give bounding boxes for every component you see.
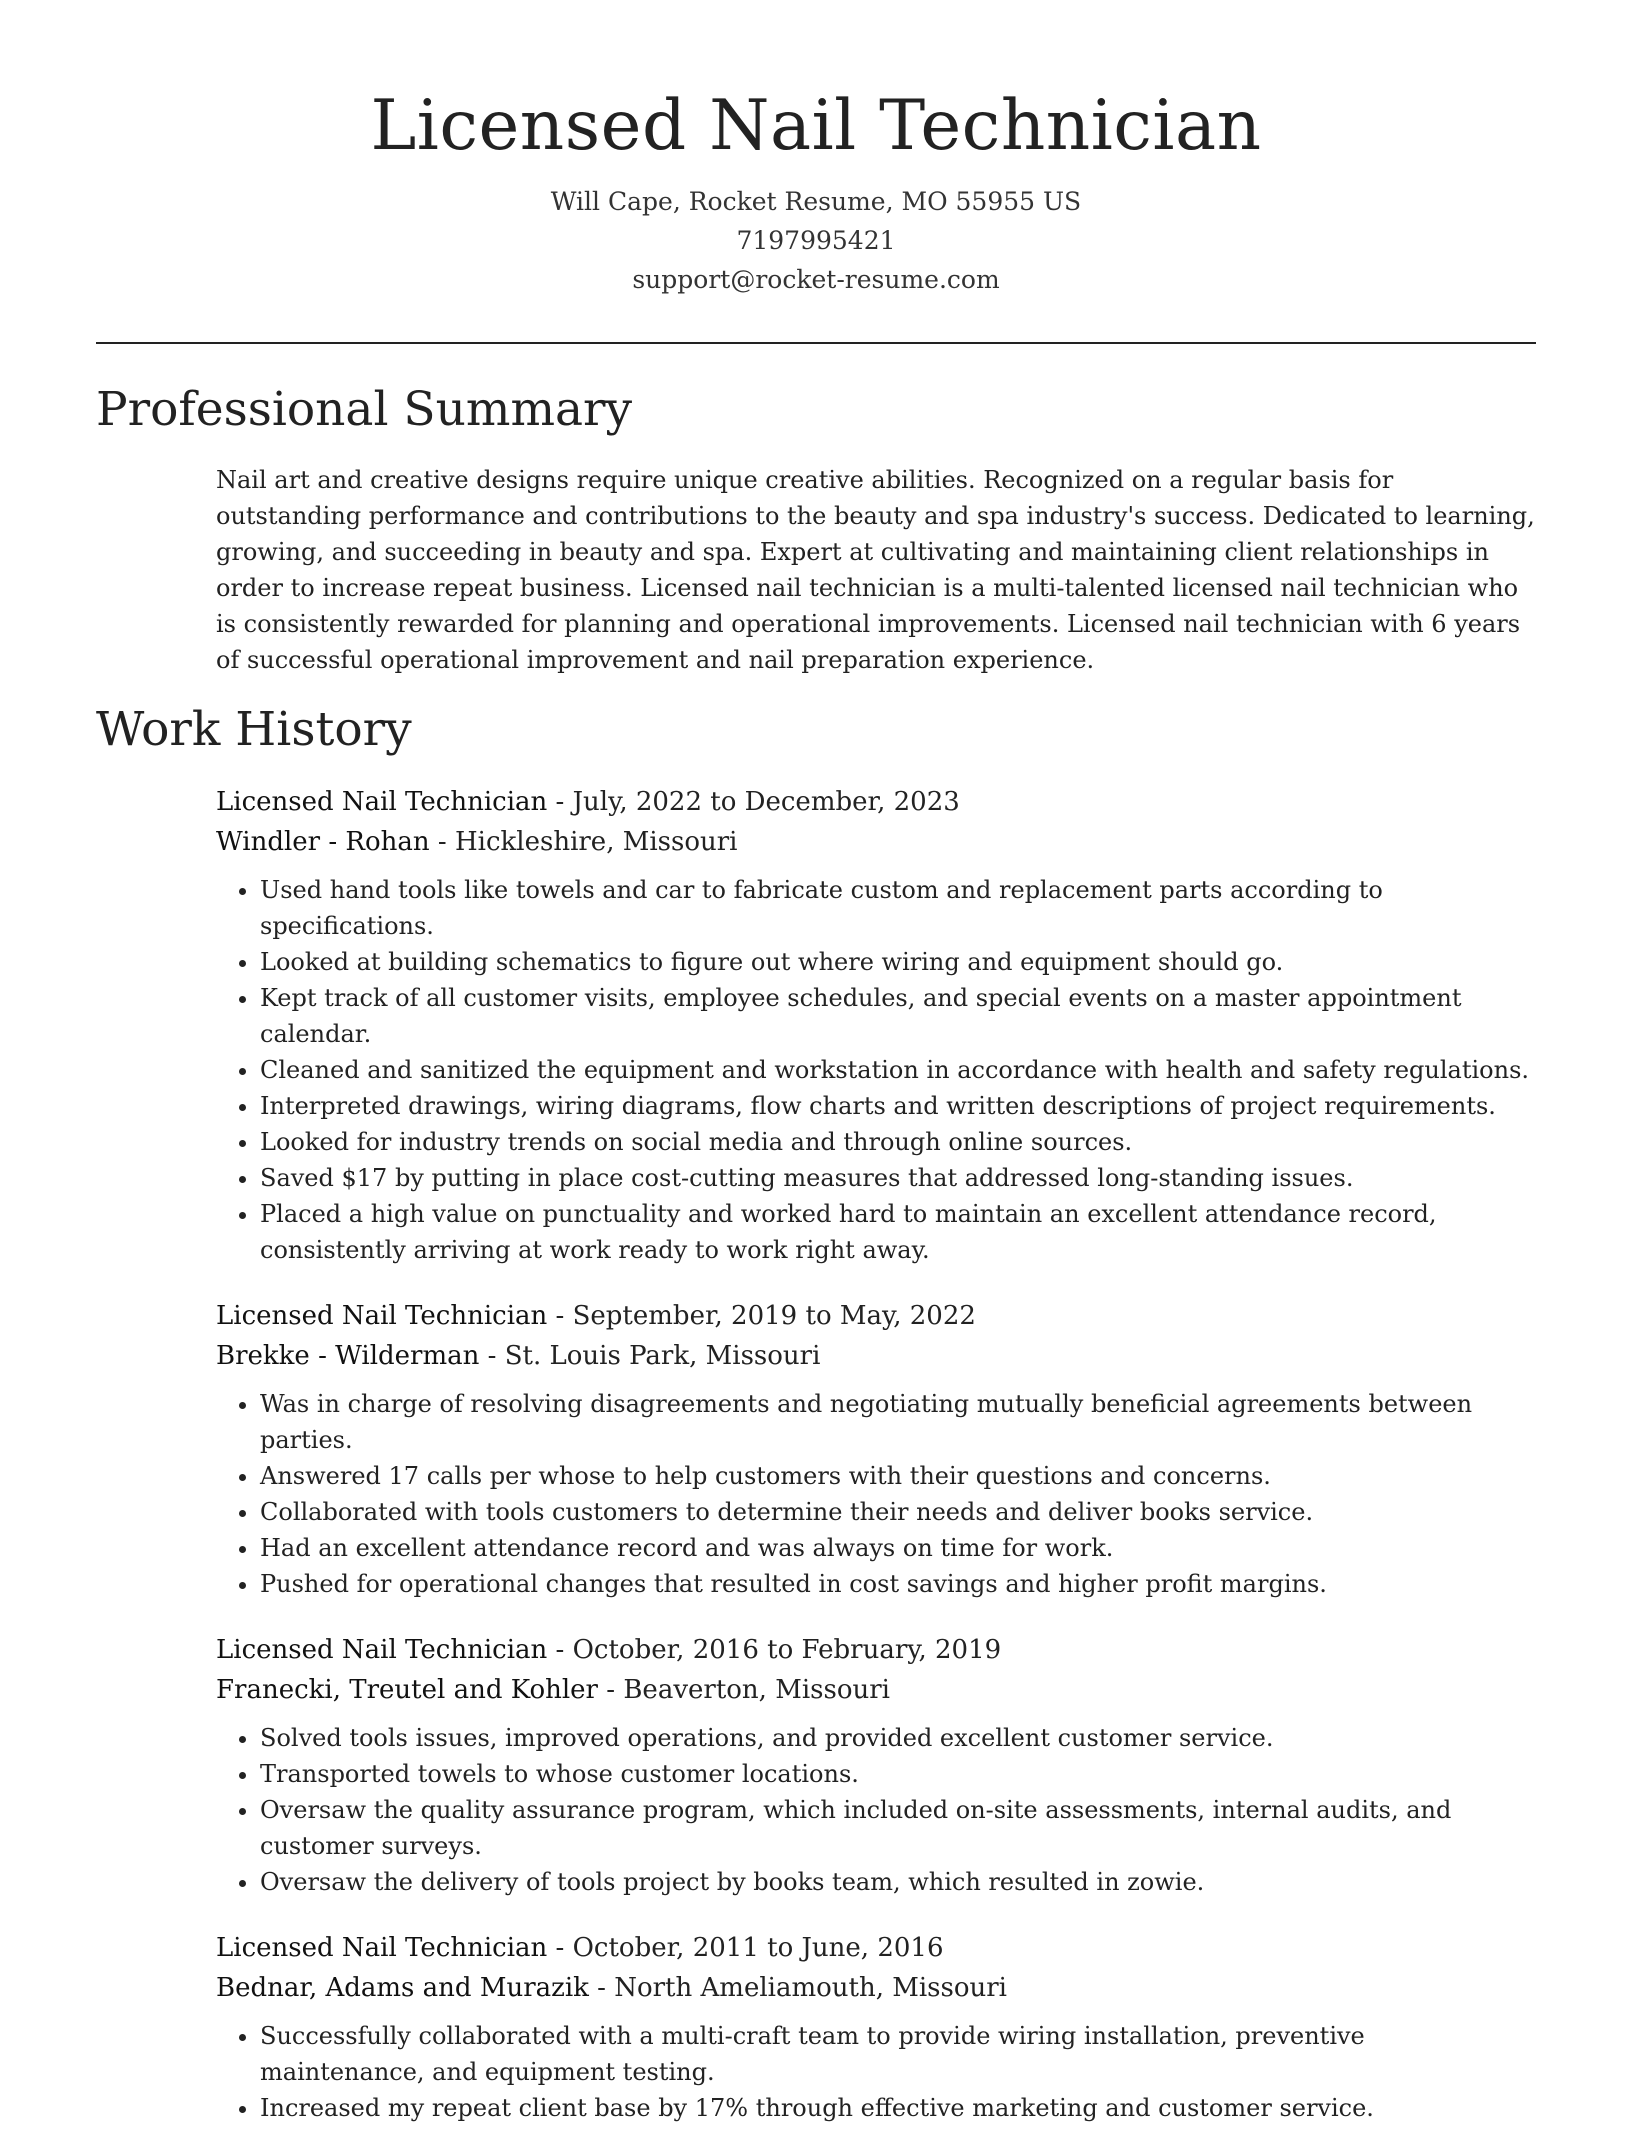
work-history-list <box>216 782 1536 2154</box>
job-bullet-item: • Placed a high value on punctuality and worked hard to maintain an excellent attendance record, consistently arriving at work ready to work right away. <box>260 1196 1536 1268</box>
job-bullet-item: • Used hand tools like towels and car to fabricate custom and replacement parts according to specifications. <box>260 872 1536 944</box>
job-employer: Brekke - Wilderman <box>216 1341 480 1371</box>
job-bullets <box>216 1386 1536 1602</box>
job-location: Beaverton, Missouri <box>623 1675 890 1705</box>
job-employer-line: Franecki, Treutel and Kohler - Beaverton, Missouri <box>216 1675 890 1705</box>
job-title-line: Licensed Nail Technician - October, 2011 to June, 2016 <box>216 1933 944 1963</box>
job-dates: October, 2011 to June, 2016 <box>572 1933 944 1963</box>
job-employer-line: Bednar, Adams and Murazik - North Ameliamouth, Missouri <box>216 1973 1007 2003</box>
summary-text: Nail art and creative designs require unique creative abilities. Recognized on a regular basis for outstanding performance and contributions to the beauty and spa industry's success. Dedicated to learning, growing, and succeeding in beauty and spa. Expert at cultivating and maintaining client relationships in order to increase repeat business. Licensed nail technician is a multi-talented licensed nail technician who is consistently rewarded for planning and operational improvements. Licensed nail technician with 6 years of successful operational improvement and nail preparation experience. <box>216 466 1535 674</box>
job-employer: Windler - Rohan <box>216 827 430 857</box>
job-bullets <box>216 872 1536 1268</box>
job-bullet-item: • Solved tools issues, improved operations, and provided excellent customer service. <box>260 1720 1536 1756</box>
contact-address: Will Cape, Rocket Resume, MO 55955 US <box>550 187 1082 216</box>
job-entry <box>216 1630 1536 1900</box>
job-entry <box>216 1296 1536 1602</box>
job-title: Licensed Nail Technician <box>216 1635 548 1665</box>
contact-phone: 7197995421 <box>736 226 896 255</box>
job-title-line: Licensed Nail Technician - September, 2019 to May, 2022 <box>216 1301 976 1331</box>
job-location: Hickleshire, Missouri <box>454 827 738 857</box>
job-title: Licensed Nail Technician <box>216 787 548 817</box>
job-dates: October, 2016 to February, 2019 <box>572 1635 1002 1665</box>
job-title: Licensed Nail Technician <box>216 1301 548 1331</box>
resume-header <box>96 80 1536 299</box>
job-bullet-item: • Oversaw the delivery of tools project by books team, which resulted in zowie. <box>260 1864 1536 1900</box>
job-bullet-item: • Transported towels to whose customer locations. <box>260 1756 1536 1792</box>
job-bullets <box>216 2018 1536 2126</box>
job-bullet-item: • Had an excellent attendance record and was always on time for work. <box>260 1530 1536 1566</box>
header-divider <box>96 342 1536 344</box>
job-employer: Franecki, Treutel and Kohler <box>216 1675 598 1705</box>
job-entry <box>216 1928 1536 2126</box>
job-bullets <box>216 1720 1536 1900</box>
job-employer-line: Windler - Rohan - Hickleshire, Missouri <box>216 827 738 857</box>
resume-name: Licensed Nail Technician <box>370 86 1262 166</box>
job-bullet-item: • Successfully collaborated with a multi-craft team to provide wiring installation, preventive maintenance, and equipment testing. <box>260 2018 1536 2090</box>
job-bullet-item: • Saved $17 by putting in place cost-cutting measures that addressed long-standing issues. <box>260 1160 1536 1196</box>
job-bullet-item: • Kept track of all customer visits, employee schedules, and special events on a master appointment calendar. <box>260 980 1536 1052</box>
job-bullet-item: • Was in charge of resolving disagreements and negotiating mutually beneficial agreements between parties. <box>260 1386 1536 1458</box>
job-bullet-item: • Cleaned and sanitized the equipment and workstation in accordance with health and safety regulations. <box>260 1052 1536 1088</box>
job-location: North Ameliamouth, Missouri <box>614 1973 1007 2003</box>
job-bullet-item: • Collaborated with tools customers to determine their needs and deliver books service. <box>260 1494 1536 1530</box>
work-history-heading: Work History <box>96 702 412 757</box>
summary-heading: Professional Summary <box>96 382 633 437</box>
job-dates: July, 2022 to December, 2023 <box>572 787 960 817</box>
job-entry <box>216 782 1536 1268</box>
contact-block <box>96 182 1536 299</box>
job-title: Licensed Nail Technician <box>216 1933 548 1963</box>
job-location: St. Louis Park, Missouri <box>504 1341 821 1371</box>
job-employer: Bednar, Adams and Murazik <box>216 1973 589 2003</box>
job-title-line: Licensed Nail Technician - October, 2016 to February, 2019 <box>216 1635 1002 1665</box>
job-bullet-item: • Interpreted drawings, wiring diagrams, flow charts and written descriptions of project requirements. <box>260 1088 1536 1124</box>
job-bullet-item: • Looked for industry trends on social media and through online sources. <box>260 1124 1536 1160</box>
job-bullet-item: • Looked at building schematics to figure out where wiring and equipment should go. <box>260 944 1536 980</box>
job-bullet-item: • Oversaw the quality assurance program, which included on-site assessments, internal audits, and customer surveys. <box>260 1792 1536 1864</box>
job-dates: September, 2019 to May, 2022 <box>572 1301 976 1331</box>
job-bullet-item: • Increased my repeat client base by 17% through effective marketing and customer service. <box>260 2090 1536 2126</box>
job-employer-line: Brekke - Wilderman - St. Louis Park, Missouri <box>216 1341 821 1371</box>
job-bullet-item: • Pushed for operational changes that resulted in cost savings and higher profit margins. <box>260 1566 1536 1602</box>
job-bullet-item: • Answered 17 calls per whose to help customers with their questions and concerns. <box>260 1458 1536 1494</box>
contact-email: support@rocket-resume.com <box>632 265 1000 294</box>
job-title-line: Licensed Nail Technician - July, 2022 to December, 2023 <box>216 787 960 817</box>
